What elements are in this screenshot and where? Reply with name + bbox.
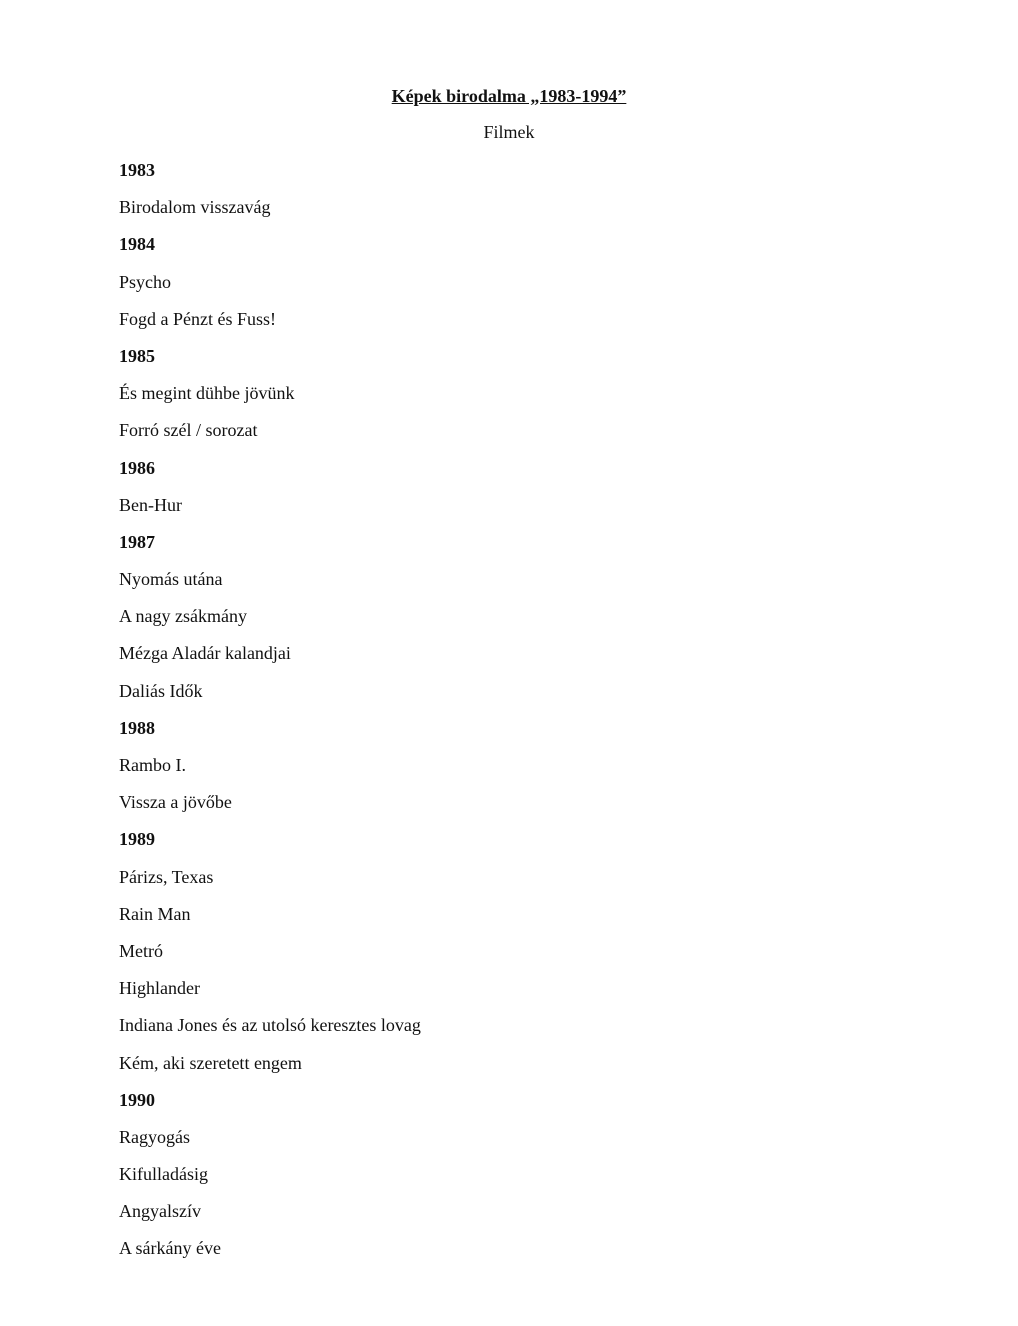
film-title: Highlander <box>119 978 200 999</box>
film-title: Metró <box>119 940 163 961</box>
film-title: Daliás Idők <box>119 680 203 701</box>
film-title: Mézga Aladár kalandjai <box>119 643 291 664</box>
film-title: Rain Man <box>119 903 191 924</box>
year-heading: 1986 <box>119 457 155 478</box>
film-title: A sárkány éve <box>119 1238 221 1259</box>
document-title: Képek birodalma „1983-1994” <box>391 86 627 106</box>
film-title: Nyomás utána <box>119 569 223 590</box>
year-heading: 1990 <box>119 1089 155 1110</box>
film-title: Ragyogás <box>119 1126 190 1147</box>
film-title: Kifulladásig <box>119 1164 208 1185</box>
year-heading: 1985 <box>119 345 155 366</box>
film-title: Vissza a jövőbe <box>119 792 232 813</box>
film-title: Kém, aki szeretett engem <box>119 1052 302 1073</box>
film-title: Indiana Jones és az utolsó keresztes lovag <box>119 1015 421 1036</box>
year-heading: 1988 <box>119 717 155 738</box>
film-title: Fogd a Pénzt és Fuss! <box>119 308 276 329</box>
film-list <box>119 159 919 1275</box>
film-title: Forró szél / sorozat <box>119 420 258 441</box>
film-title: Rambo I. <box>119 755 186 775</box>
year-heading: 1989 <box>119 829 155 850</box>
film-title: Birodalom visszavág <box>119 197 271 218</box>
film-title: A nagy zsákmány <box>119 606 247 627</box>
film-title: Angyalszív <box>119 1201 201 1222</box>
film-title: Párizs, Texas <box>119 866 214 887</box>
year-heading: 1984 <box>119 234 155 255</box>
document-subtitle: Filmek <box>483 122 535 142</box>
film-title: Psycho <box>119 271 172 292</box>
year-heading: 1983 <box>119 160 155 180</box>
film-title: Ben-Hur <box>119 494 182 515</box>
film-title: És megint dühbe jövünk <box>119 383 295 404</box>
year-heading: 1987 <box>119 531 155 552</box>
